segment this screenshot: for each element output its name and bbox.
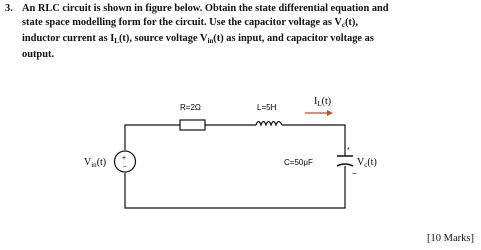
capacitor-symbol: [337, 156, 353, 166]
marks-label: [10 Marks]: [427, 233, 474, 244]
question-line-3-b: (t), source voltage V: [118, 33, 208, 44]
question-line-3-a: inductor current as I: [22, 33, 115, 44]
question-line-1-text: An RLC circuit is shown in figure below. Obtain the state differential equation and: [22, 3, 389, 14]
resistor-symbol: [180, 120, 205, 130]
wire-l-to-c: [282, 125, 345, 156]
question-line-2-end: (t),: [344, 17, 358, 28]
resistor-label: R=2Ω: [180, 103, 201, 112]
source-minus-sign: −: [122, 164, 127, 171]
source-voltage-label: $V_{in}(t)$: [84, 157, 107, 169]
inductor-symbol: [256, 122, 282, 126]
question-line-2-sub: c: [341, 21, 345, 29]
capacitor-minus-sign: −: [352, 169, 357, 178]
inductor-label: L=5H: [257, 103, 277, 112]
question-line-3-c: (t) as input, and capacitor voltage as: [213, 33, 374, 44]
question-line-4-text: output.: [22, 49, 55, 60]
wire-bottom: [122, 164, 345, 208]
question-line-3-sub: L: [114, 37, 119, 45]
current-label: $I_L(t)$: [314, 96, 332, 108]
capacitor-voltage-label: $V_c(t)$: [357, 157, 377, 169]
current-arrow-icon: [305, 110, 333, 116]
question-line-3-sub2: in: [207, 37, 214, 45]
capacitor-plus-mark: *: [347, 147, 350, 154]
source-plus-sign: +: [122, 155, 127, 162]
wire-left-top: [125, 125, 180, 150]
capacitor-label: C=50μF: [284, 158, 313, 167]
question-number: 3.: [5, 3, 13, 14]
question-line-2-text: state space modelling form for the circuit. Use the capacitor voltage as V: [22, 17, 342, 28]
